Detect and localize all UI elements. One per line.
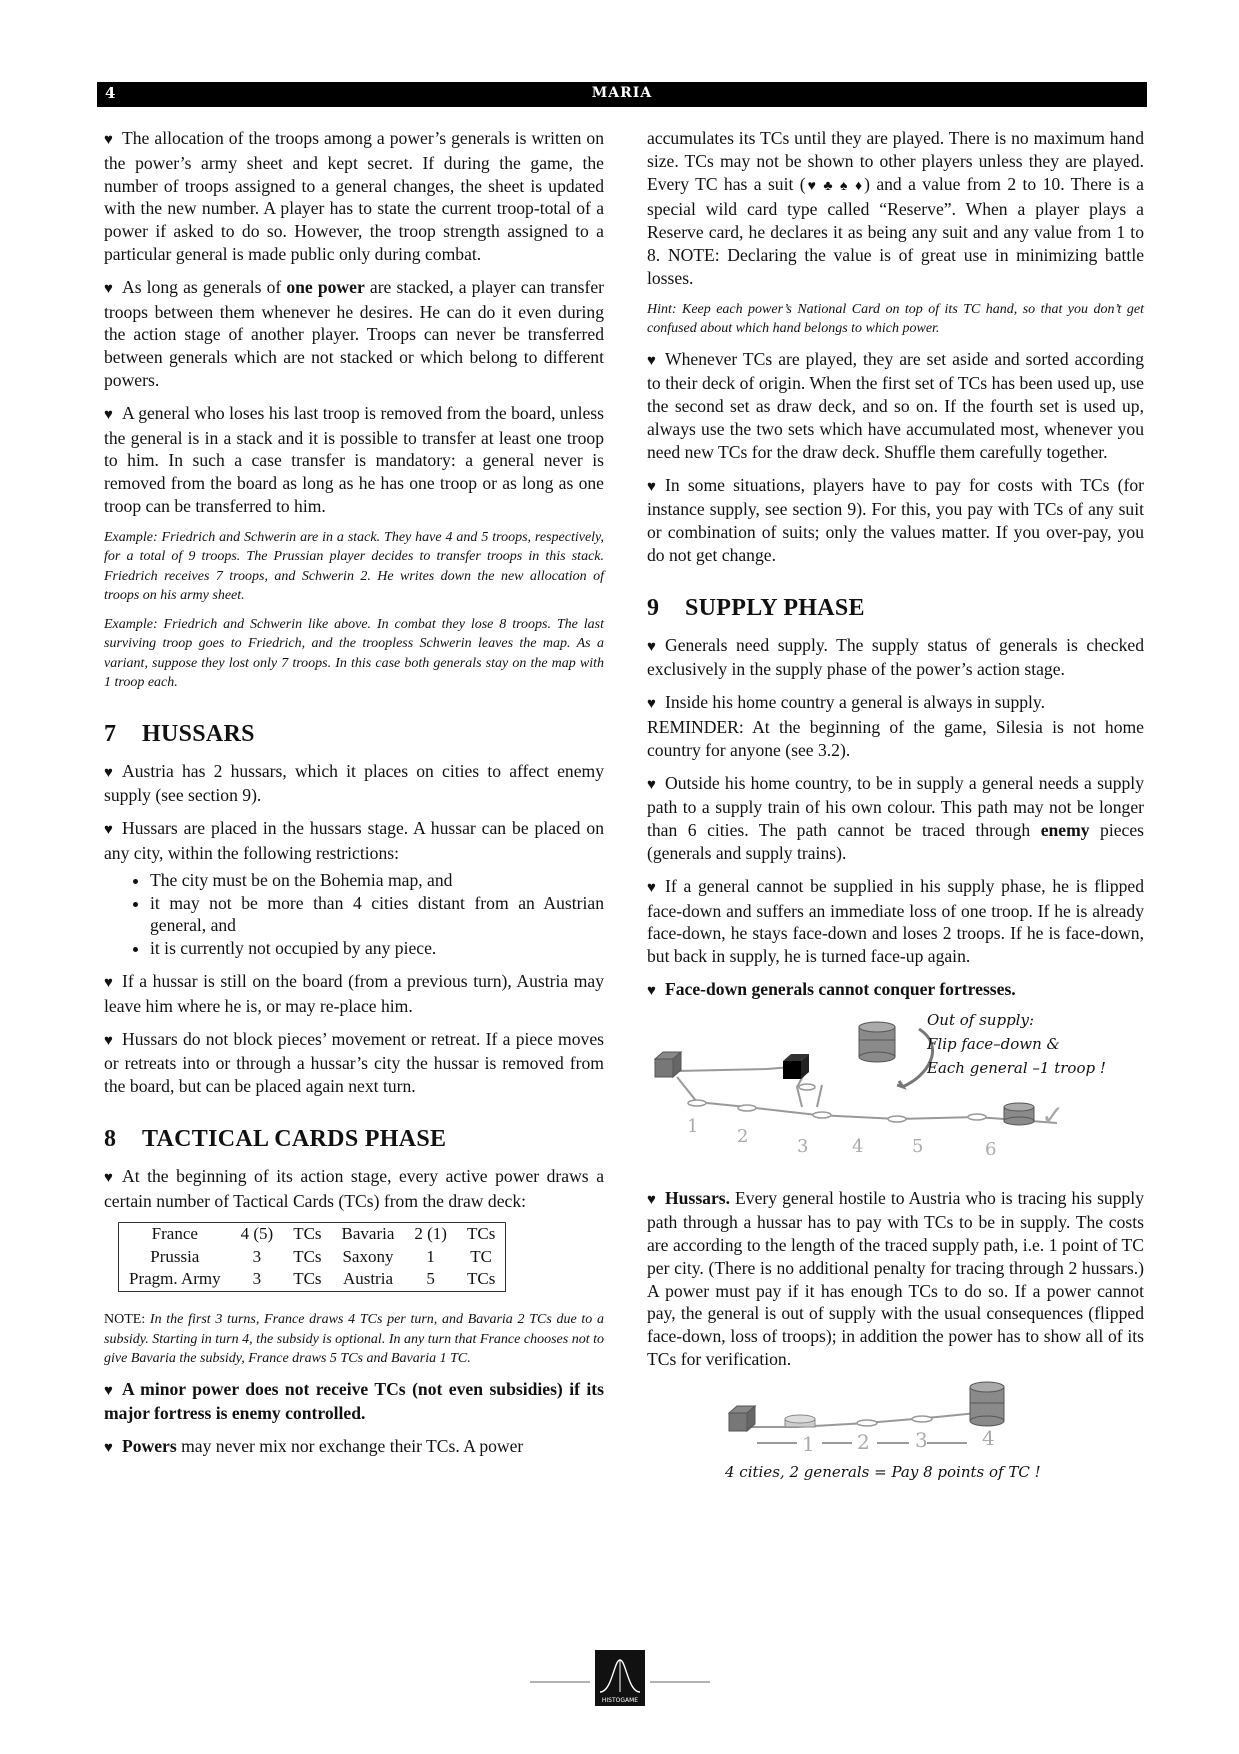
city-number: 2 [737,1125,749,1147]
out-of-supply-diagram [647,1007,1144,1167]
city-number: 6 [985,1138,997,1160]
table-row: Prussia 3 TCs Saxony 1 TC [150,1246,492,1266]
restrictions-list [104,869,604,960]
supply-diagram-figure [647,1007,1144,1173]
note-text: NOTE: In the first 3 turns, France draws 4 TCs per turn, and Bavaria 2 TCs due to a subsidy. Starting in turn 4, the subsidy is optional. In any turn that France chooses not to give Bavaria the subsidy, France draws 5 TCs and Bavaria 1 TC. [104,1312,604,1367]
hint-text: Hint: Keep each power’s National Card on top of its TC hand, so that you don’t get confused about which hand belongs to which power. [647,301,1144,337]
paragraph: ♥ Whenever TCs are played, they are set aside and sorted according to their deck of origin. When the first set of TCs has been used up, use the second set as draw deck, and so on. If the fourth set is used up, always use the two sets which have accumulated most, whenever you need new TCs for the draw deck. Shuffle them carefully together. [647,348,1144,462]
tc-draw-table [118,1222,506,1292]
hussar-piece [785,1415,815,1427]
heart-icon: ♥ [104,280,113,297]
city-number: 4 [982,1425,995,1450]
section-heading-supply: 9 SUPPLY PHASE [647,594,865,621]
supply-train [1004,1103,1034,1125]
heart-icon: ♥ [104,764,113,781]
page-title: MARIA [591,85,653,101]
table-row: France 4 (5) TCs Bavaria 2 (1) TCs [151,1224,496,1244]
figure-caption: Flip face–down & [927,1034,1060,1053]
paragraph: ♥ If a general cannot be supplied in his supply phase, he is flipped face-down and suffers an immediate loss of one troop. If he is already face-down, he stays face-down and loses 2 troops. If he is face-down, but back in supply, he is turned face-up again. [647,875,1144,967]
paragraph: ♥ Inside his home country a general is always in supply. REMINDER: At the beginning of the game, Silesia is not home country for anyone (see 3.2). [647,692,1144,760]
heart-icon: ♥ [647,696,656,713]
page-header [97,82,1147,107]
city-number: 1 [802,1431,815,1456]
heart-icon: ♥ [104,974,113,991]
heart-icon: ♥ [647,638,656,655]
heart-icon: ♥ [104,1382,113,1399]
heart-icon: ♥ [647,352,656,369]
figure-caption: Each general –1 troop ! [927,1058,1106,1077]
heart-icon: ♥ [647,982,656,999]
paragraph: ♥ Hussars. Every general hostile to Austria who is tracing his supply path through a hussar has to pay with TCs to be in supply. The costs are according to the length of the traced supply path, i.e. 1 point of TC per city. (There is no additional penalty for tracing through 2 hussars.) A power must pay if it has enough TCs to do so. If a power cannot pay, the general is out of supply with the usual consequences (flipped face-down, loss of troops); in addition the power has to show all of its TCs for verification. [647,1187,1144,1370]
right-column [647,127,1144,1511]
heart-icon: ♥ [104,822,113,839]
section-heading-hussars: 7 HUSSARS [104,720,255,747]
paragraph: ♥ Outside his home country, to be in supply a general needs a supply path to a supply train of his own colour. This path may not be longer than 6 cities. The path cannot be traced through enemy pieces (generals and supply trains). [647,772,1145,863]
histogame-logo [530,1650,710,1710]
page-number: 4 [105,84,116,102]
city-number: 2 [857,1429,870,1454]
paragraph: ♥ Hussars are placed in the hussars stage. A hussar can be placed on any city, within the following restrictions: [104,818,604,863]
paragraph: accumulates its TCs until they are played. There is no maximum hand size. TCs may not be shown to other players unless they are played. Every TC has a suit (♥ ♣ ♠ ♦) and a value from 2 to 10. There is a special wild card type called “Reserve”. When a player plays a Reserve card, he declares it as being any suit and any value from 1 to 8. NOTE: Declaring the value is of great use in minimizing battle losses. [647,128,1145,288]
city-number: 3 [797,1135,809,1157]
svg-text:HISTOGAME: HISTOGAME [601,1697,639,1704]
paragraph: ♥ A minor power does not receive TCs (not even subsidies) if its major fortress is enemy controlled. [104,1378,604,1424]
figure-caption: Out of supply: [927,1010,1034,1029]
paragraph: ♥ Generals need supply. The supply status of generals is checked exclusively in the supply phase of the power’s action stage. [647,634,1144,680]
example-text: Example: Friedrich and Schwerin are in a stack. They have 4 and 5 troops, respectively, for a total of 9 troops. The Prussian player decides to transfer troops in this stack. Friedrich receives 7 troops, and Schwerin 2. He writes down the new allocation of troops on his army sheet. [104,529,604,604]
paragraph: ♥ Face-down generals cannot conquer fortresses. [647,978,1144,1003]
heart-icon: ♥ [647,478,656,495]
hussar-diagram-figure [647,1381,1144,1497]
list-item: • it may not be more than 4 cities distant from an Austrian general, and [150,892,604,938]
list-item: • The city must be on the Bohemia map, and [150,869,604,892]
paragraph: ♥ Hussars do not block pieces’ movement or retreat. If a piece moves or retreats into or through a hussar’s city the hussar is removed from the board, but can be placed again next turn. [104,1028,604,1097]
heart-icon: ♥ [647,1191,656,1208]
paragraph: ♥ If a hussar is still on the board (from a previous turn), Austria may leave him where he is, or may re-place him. [104,970,604,1016]
figure-caption: 4 cities, 2 generals = Pay 8 points of TC ! [725,1462,1041,1481]
heart-icon: ♥ [104,406,113,423]
table-row: Pragm. Army 3 TCs Austria 5 TCs [129,1269,496,1289]
city-number: 5 [912,1135,924,1157]
paragraph: ♥ At the beginning of its action stage, every active power draws a certain number of Tactical Cards (TCs) from the draw deck: [104,1165,604,1211]
heart-icon: ♥ [104,132,113,148]
city-number: 4 [852,1135,864,1157]
general-piece-black [783,1054,809,1079]
heart-icon: ♥ [647,879,656,896]
supply-train-stack [970,1382,1004,1426]
paragraph: ♥ A general who loses his last troop is removed from the board, unless the general is in a stack and it is possible to transfer at least one troop to him. In such a case transfer is mandatory: a general never is removed from the board as long as he has one troop or as long as one troop can be transferred to him. [104,402,604,516]
left-column [104,127,604,1470]
suits-icons: ♥ ♣ ♠ ♦ [805,178,865,194]
heart-icon: ♥ [647,776,656,793]
hussar-payment-diagram [647,1381,1144,1491]
paragraph: ♥ Powers may never mix nor exchange their TCs. A power [104,1435,604,1460]
paragraph: ♥ The allocation of the troops among a power’s generals is written on the power’s army sheet and kept secret. If during the game, the number of troops assigned to a general changes, the sheet is updated with the new number. A player has to state the current troop-total of a power if asked to do so. However, the troop strength assigned to a particular general is made public only during combat. [104,128,604,264]
city-number: 3 [915,1427,928,1452]
heart-icon: ♥ [104,1032,113,1049]
example-text: Example: Friedrich and Schwerin like above. In combat they lose 8 troops. The last surviving troop goes to Friedrich, and the troopless Schwerin leaves the map. As a variant, suppose they lost only 7 troops. In this case both generals stay on the map with 1 troop each. [104,616,604,691]
supply-train-stack [859,1022,895,1062]
section-heading-tactical-cards: 8 TACTICAL CARDS PHASE [104,1125,447,1152]
paragraph: ♥ As long as generals of one power are stacked, a player can transfer troops between them whenever he desires. He can do it even during the action stage of another player. Troops can never be transferred between generals which are not stacked or which belong to different powers. [104,276,605,390]
general-piece-gray [729,1406,755,1431]
heart-icon: ♥ [104,1169,113,1186]
paragraph: ♥ Austria has 2 hussars, which it places on cities to affect enemy supply (see section 9). [104,760,604,806]
heart-icon: ♥ [104,1440,113,1457]
city-number: 1 [687,1115,699,1137]
paragraph: ♥ In some situations, players have to pay for costs with TCs (for instance supply, see section 9). For this, you pay with TCs of any suit or combination of suits; only the values matter. If you over-pay, you do not get change. [647,474,1144,565]
checkmark-icon: ✓ [1041,1100,1065,1132]
list-item: • it is currently not occupied by any piece. [150,937,604,960]
general-piece-gray [655,1052,681,1077]
